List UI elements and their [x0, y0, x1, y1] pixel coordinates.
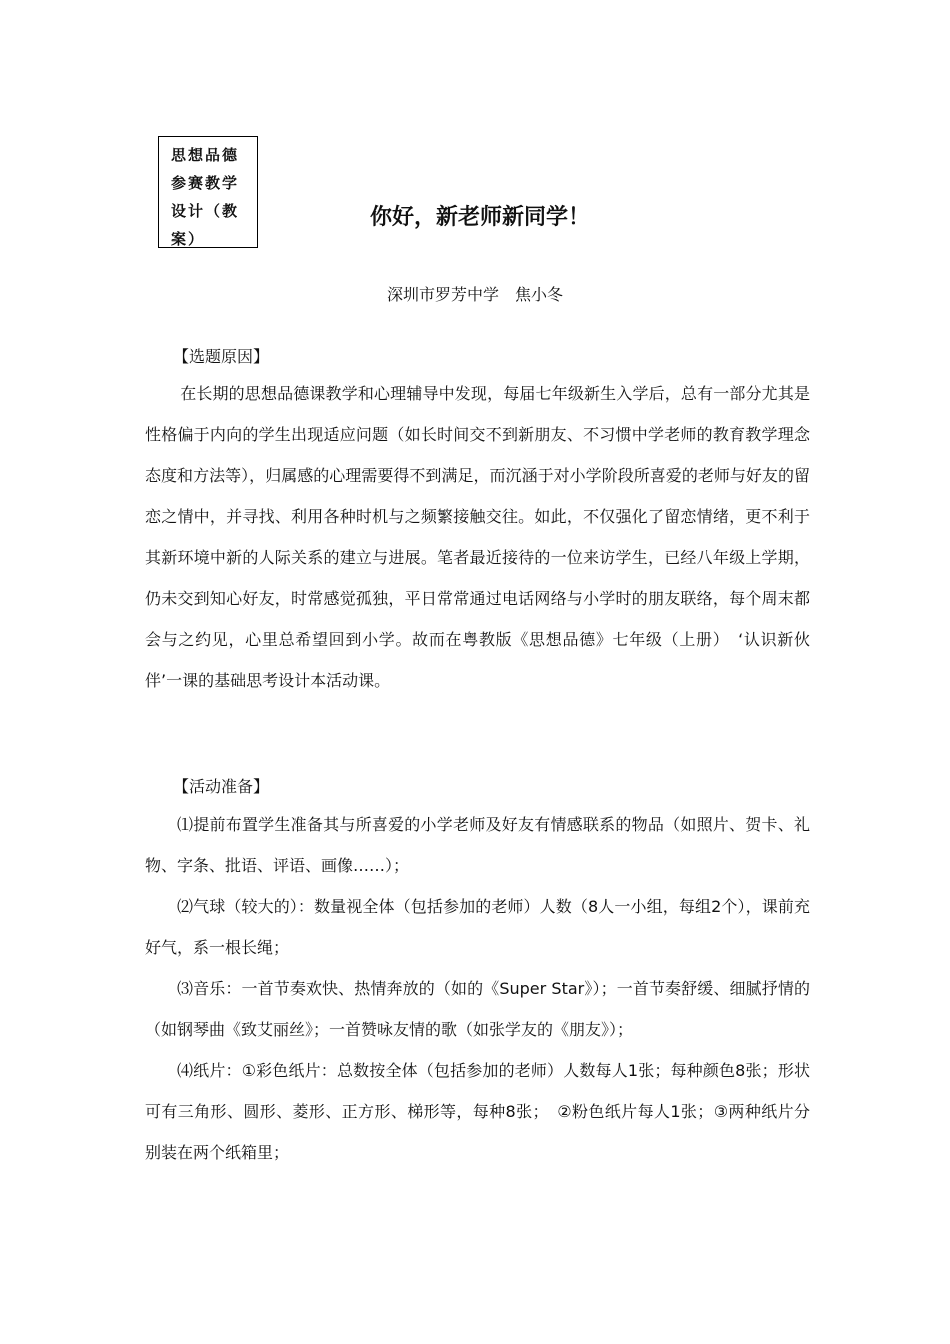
prep-item-2: ⑵气球（较大的）：数量视全体（包括参加的老师）人数（8人一小组，每组2个），课前充好气，系一根长绳； [145, 897, 810, 957]
document-title: 你好，新老师新同学！ [369, 205, 590, 230]
section-body-reason [145, 373, 810, 701]
section-heading-reason: 【选题原因】 [173, 347, 270, 366]
reason-paragraph: 在长期的思想品德课教学和心理辅导中发现，每届七年级新生入学后，总有一部分尤其是性格偏于内向的学生出现适应问题（如长时间交不到新朋友、不习惯中学老师的教育教学理念态度和方法等），归属感的心理需要得不到满足，而沉涵于对小学阶段所喜爱的老师与好友的留恋之情中，并寻找、利用各种时机与之频繁接触交往。如此，不仅强化了留恋情绪，更不利于其新环境中新的人际关系的建立与进展。笔者最近接待的一位来访学生，已经八年级上学期，仍未交到知心好友，时常感觉孤独，平日常常通过电话网络与小学时的朋友联络，每个周末都会与之约见，心里总希望回到小学。故而在粤教版《思想品德》七年级（上册） ‘认识新伙伴’一课的基础思考设计本活动课。 [145, 384, 810, 690]
author-line: 深圳市罗芳中学 焦小冬 [386, 285, 563, 304]
section-body-prep [145, 804, 810, 1173]
category-label-text: 思想品德参赛教学设计（教案） [171, 146, 240, 248]
prep-item-3: ⑶音乐：一首节奏欢快、热情奔放的（如的《Super Star》）；一首节奏舒缓、细腻抒情的（如钢琴曲《致艾丽丝》；一首赞咏友情的歌（如张学友的《朋友》）； [145, 979, 810, 1039]
prep-item-1: ⑴提前布置学生准备其与所喜爱的小学老师及好友有情感联系的物品（如照片、贺卡、礼物、字条、批语、评语、画像……）； [145, 815, 810, 875]
prep-item-4: ⑷纸片：①彩色纸片：总数按全体（包括参加的老师）人数每人1张；每种颜色8张；形状可有三角形、圆形、菱形、正方形、梯形等，每种8张； ②粉色纸片每人1张；③两种纸片分别装在两个纸箱里； [145, 1061, 810, 1162]
section-heading-prep: 【活动准备】 [173, 777, 270, 796]
